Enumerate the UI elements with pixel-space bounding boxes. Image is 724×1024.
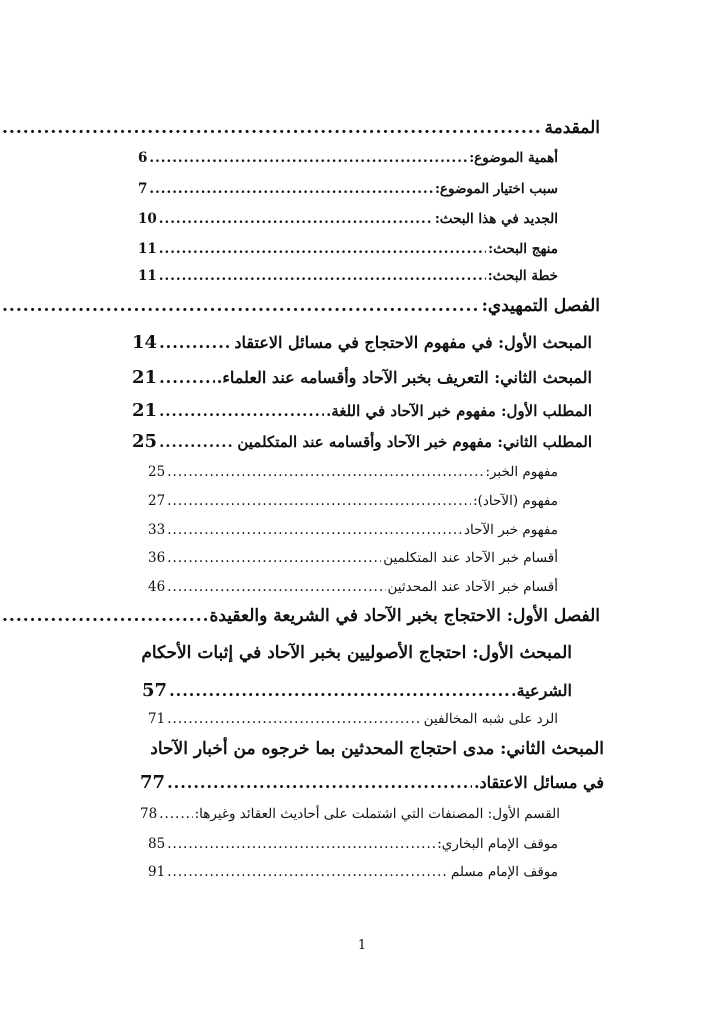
toc-entry[interactable] xyxy=(148,864,558,880)
toc-entry[interactable] xyxy=(132,431,592,452)
toc-entry-title: مفهوم خبر الآحاد xyxy=(464,522,558,538)
toc-entry[interactable] xyxy=(132,400,592,421)
toc-leader-dots xyxy=(159,402,324,420)
toc-entry[interactable] xyxy=(148,550,558,566)
toc-leader-dots xyxy=(159,211,433,227)
toc-leader-dots xyxy=(2,296,480,316)
toc-page-number: 85 xyxy=(148,836,166,852)
toc-entry[interactable] xyxy=(140,772,604,793)
toc-page-number: 11 xyxy=(138,268,157,284)
toc-entry-preliminary-chapter[interactable] xyxy=(0,296,600,316)
toc-entry-heading[interactable] xyxy=(150,739,604,759)
toc-page-number: 33 xyxy=(148,522,166,538)
toc-entry-title: الشرعية. xyxy=(511,681,572,700)
toc-entry[interactable] xyxy=(148,836,558,852)
toc-leader-dots xyxy=(167,464,483,480)
toc-leader-dots xyxy=(167,711,421,727)
toc-entry-title: أقسام خبر الآحاد عند المتكلمين xyxy=(383,550,558,566)
toc-entry-chapter-one[interactable] xyxy=(0,606,600,626)
toc-entry[interactable] xyxy=(138,211,558,227)
toc-entry-title: المطلب الثاني: مفهوم خبر الآحاد وأقسامه عند المتكلمين xyxy=(237,433,592,451)
toc-leader-dots xyxy=(167,522,462,538)
toc-entry[interactable] xyxy=(148,522,558,538)
toc-entry[interactable] xyxy=(132,332,592,353)
toc-leader-dots xyxy=(169,681,509,700)
toc-entry-title: الجديد في هذا البحث: xyxy=(434,211,558,227)
toc-page-number: 21 xyxy=(132,367,158,388)
toc-entry[interactable] xyxy=(138,150,558,166)
toc-entry-title: القسم الأول: المصنفات التي اشتملت على أحاديث العقائد وغيرها: xyxy=(194,806,560,822)
toc-page-number: 25 xyxy=(132,431,158,452)
toc-leader-dots xyxy=(167,493,471,509)
toc-page-number: 46 xyxy=(148,579,166,595)
toc-entry-title: سبب اختيار الموضوع: xyxy=(434,181,558,197)
toc-page-number: 77 xyxy=(140,772,166,793)
toc-entry[interactable] xyxy=(148,493,558,509)
toc-entry-title: المطلب الأول: مفهوم خبر الآحاد في اللغة. xyxy=(326,402,592,420)
toc-entry[interactable] xyxy=(132,367,592,388)
toc-leader-dots xyxy=(159,268,486,284)
toc-leader-dots xyxy=(159,433,235,451)
toc-entry[interactable] xyxy=(148,579,558,595)
toc-page-number: 91 xyxy=(148,864,166,880)
toc-entry-title: موقف الإمام البخاري: xyxy=(437,836,558,852)
toc-page-number: 14 xyxy=(132,332,158,353)
toc-entry-title: خطة البحث: xyxy=(487,268,558,284)
toc-leader-dots xyxy=(167,550,381,566)
toc-entry-title: المبحث الأول: في مفهوم الاحتجاج في مسائل الاعتقاد xyxy=(234,333,592,352)
toc-page-number: 27 xyxy=(148,493,166,509)
toc-entry-title: الفصل التمهيدي: xyxy=(481,296,600,316)
toc-entry-title: في مسائل الاعتقاد. xyxy=(473,773,604,792)
toc-page-number: 78 xyxy=(140,806,158,822)
toc-page-number: 71 xyxy=(148,711,166,727)
toc-entry-title: منهج البحث: xyxy=(488,241,558,257)
toc-leader-dots xyxy=(159,333,232,352)
toc-entry-title: المبحث الأول: احتجاج الأصوليين بخبر الآحاد في إثبات الأحكام xyxy=(141,643,572,663)
toc-entry-title: أقسام خبر الآحاد عند المحدثين xyxy=(387,579,558,595)
toc-entry[interactable] xyxy=(138,181,558,197)
toc-entry-title: أهمية الموضوع: xyxy=(469,150,558,166)
toc-leader-dots xyxy=(167,579,385,595)
page-number: 1 xyxy=(357,938,367,953)
toc-leader-dots xyxy=(149,181,433,197)
toc-entry-title: الفصل الأول: الاحتجاج بخبر الآحاد في الشريعة والعقيدة xyxy=(209,606,600,626)
toc-page-number: 6 xyxy=(138,150,148,166)
toc-leader-dots xyxy=(167,864,449,880)
toc-page-number: 10 xyxy=(138,211,157,227)
toc-entry[interactable] xyxy=(148,464,558,480)
toc-entry-heading[interactable] xyxy=(141,643,572,663)
toc-entry[interactable] xyxy=(140,806,560,822)
toc-page-number: 25 xyxy=(148,464,166,480)
toc-entry-introduction[interactable] xyxy=(0,118,600,138)
toc-leader-dots xyxy=(159,806,192,822)
toc-entry[interactable] xyxy=(138,268,558,284)
toc-page-number: 36 xyxy=(148,550,166,566)
toc-entry-title: المبحث الثاني: التعريف بخبر الآحاد وأقسامه عند العلماء. xyxy=(216,368,592,387)
toc-entry-title: موقف الإمام مسلم xyxy=(450,864,558,880)
toc-leader-dots xyxy=(159,241,486,257)
toc-page-number: 11 xyxy=(138,241,157,257)
toc-leader-dots xyxy=(167,773,472,792)
toc-entry[interactable] xyxy=(142,680,572,701)
toc-leader-dots xyxy=(167,836,435,852)
toc-page-number: 7 xyxy=(138,181,148,197)
toc-entry-title: الرد على شبه المخالفين xyxy=(423,711,558,727)
toc-entry-title: المبحث الثاني: مدى احتجاج المحدثين بما خرجوه من أخبار الآحاد xyxy=(150,739,604,759)
toc-page-number: 57 xyxy=(142,680,168,701)
toc-entry-title: المقدمة xyxy=(544,118,600,138)
toc-leader-dots xyxy=(149,150,467,166)
toc-entry-title: مفهوم (الآحاد): xyxy=(473,493,558,509)
toc-leader-dots xyxy=(2,118,543,138)
toc-entry[interactable] xyxy=(138,241,558,257)
toc-page-number: 21 xyxy=(132,400,158,421)
toc-leader-dots xyxy=(159,368,215,387)
toc-leader-dots xyxy=(2,606,207,626)
toc-entry-title: مفهوم الخبر: xyxy=(485,464,558,480)
toc-entry[interactable] xyxy=(148,711,558,727)
